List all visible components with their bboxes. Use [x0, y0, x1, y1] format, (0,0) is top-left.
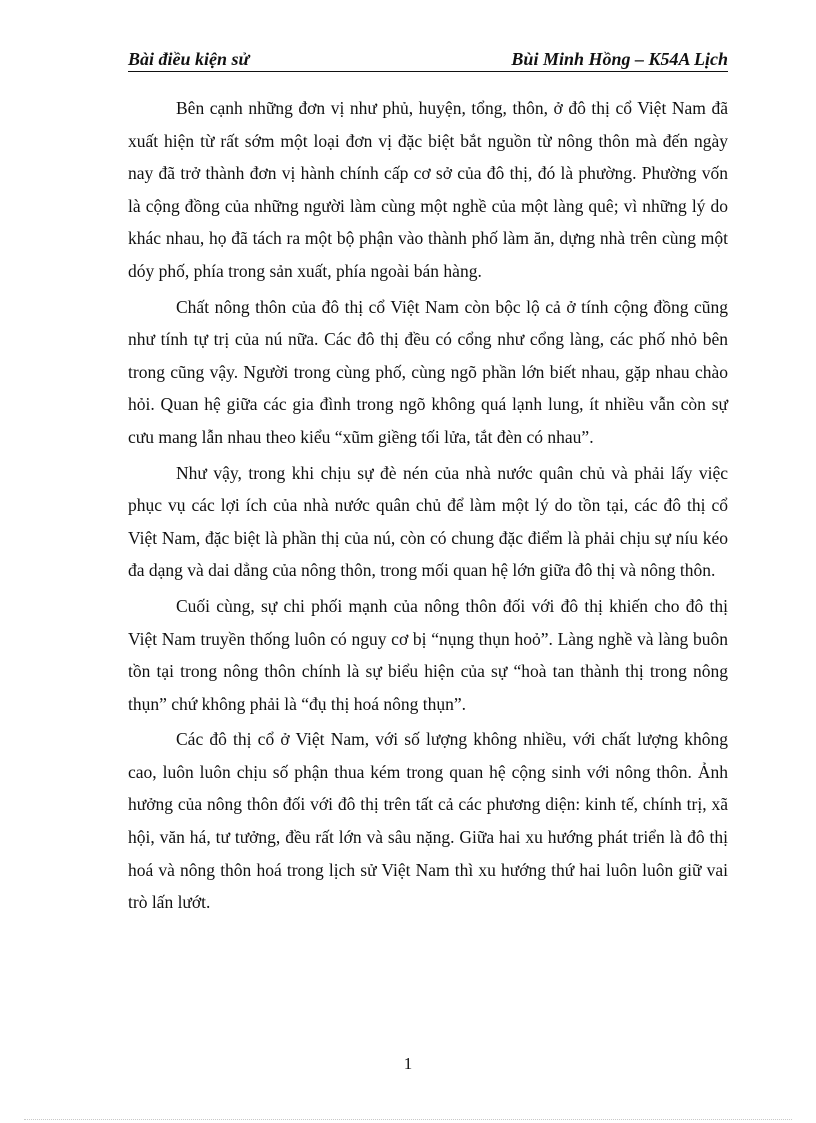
paragraph-4: Cuối cùng, sự chi phối mạnh của nông thôn đối với đô thị khiến cho đô thị Việt Nam truyền thống luôn có nguy cơ bị “nụng thụn hoỏ”. Làng nghề và làng buôn tồn tại trong nông thôn chính là sự biểu hiện của sự “hoà tan thành thị trong nông thụn” chứ không phải là “đụ thị hoá nông thụn”. [128, 595, 728, 714]
paragraph-1: Bên cạnh những đơn vị như phủ, huyện, tổng, thôn, ở đô thị cổ Việt Nam đã xuất hiện từ rất sớm một loại đơn vị đặc biệt bắt nguồn từ nông thôn mà đến ngày nay đã trở thành đơn vị hành chính cấp cơ sở của đô thị, đó là phường. Phường vốn là cộng đồng của những người làm cùng một nghề của một làng quê; vì những lý do khác nhau, họ đã tách ra một bộ phận vào thành phố làm ăn, dựng nhà trên cùng một dóy phố, phía trong sản xuất, phía ngoài bán hàng. [128, 98, 728, 281]
paragraph-3: Như vậy, trong khi chịu sự đè nén của nhà nước quân chủ và phải lấy việc phục vụ các lợi ích của nhà nước quân chủ để làm một lý do tồn tại, các đô thị cổ Việt Nam, đặc biệt là phần thị của nú, còn có chung đặc điểm là phải chịu sự níu kéo đa dạng và dai dẳng của nông thôn, trong mối quan hệ lớn giữa đô thị và nông thôn. [128, 462, 728, 581]
header-author: Bùi Minh Hồng – K54A Lịch [511, 49, 728, 69]
paragraph-5: Các đô thị cổ ở Việt Nam, với số lượng không nhiều, với chất lượng không cao, luôn luôn chịu số phận thua kém trong quan hệ cộng sinh với nông thôn. Ảnh hưởng của nông thôn đối với đô thị trên tất cả các phương diện: kinh tế, chính trị, xã hội, văn há, tư tưởng, đều rất lớn và sâu nặng. Giữa hai xu hướng phát triển là đô thị hoá và nông thôn hoá trong lịch sử Việt Nam thì xu hướng thứ hai luôn luôn giữ vai trò lấn lướt. [128, 729, 728, 913]
paragraph-2: Chất nông thôn của đô thị cổ Việt Nam còn bộc lộ cả ở tính cộng đồng cũng như tính tự trị của nú nữa. Các đô thị đều có cổng như cổng làng, các phố nhỏ bên trong cũng vậy. Người trong cùng phố, cùng ngõ phần lớn biết nhau, gặp nhau chào hỏi. Quan hệ giữa các gia đình trong ngõ không quá lạnh lung, ít nhiều vẫn còn sự cưu mang lẫn nhau theo kiểu “xũm giềng tối lửa, tắt đèn có nhau”. [128, 296, 728, 447]
document-body [128, 92, 728, 922]
page-number: 1 [403, 1054, 413, 1073]
header-divider [128, 71, 728, 72]
header-document-title: Bài điều kiện sử [128, 49, 250, 69]
page-bottom-border [24, 1119, 792, 1120]
page-header [128, 48, 728, 92]
